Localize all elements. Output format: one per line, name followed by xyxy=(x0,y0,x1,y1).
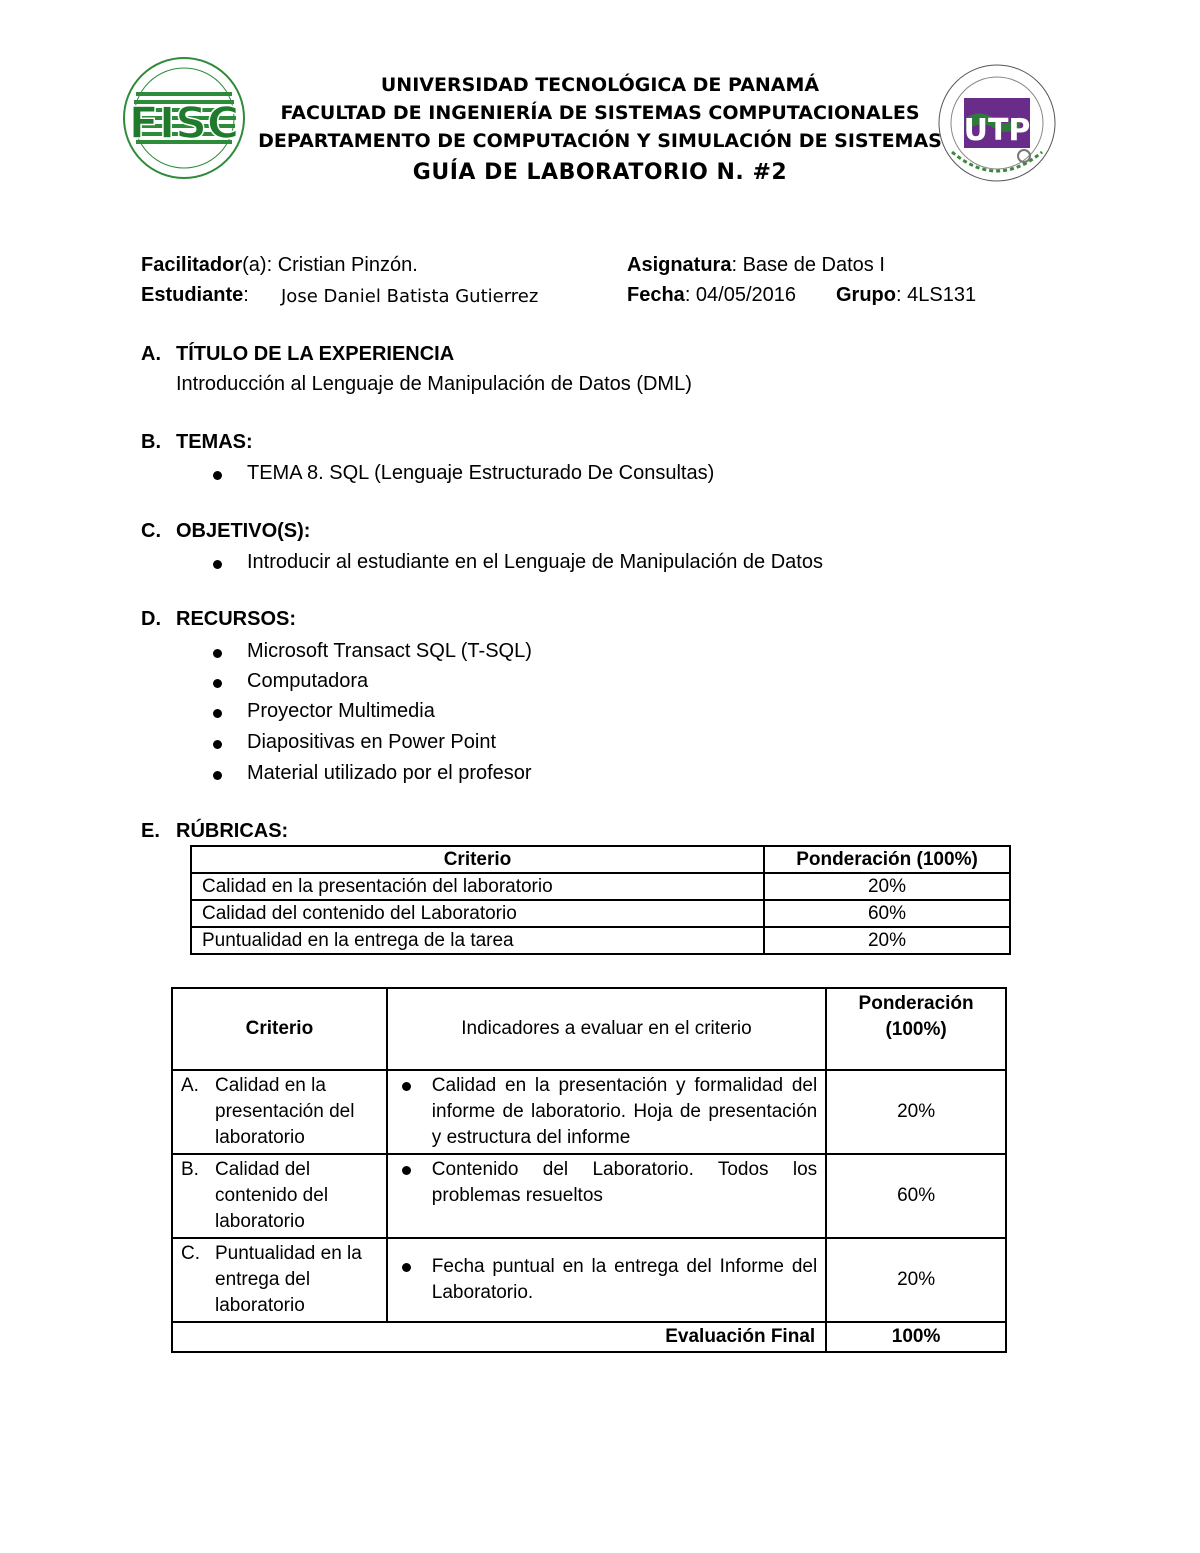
criterion-letter: B. xyxy=(181,1159,199,1180)
table-row xyxy=(191,873,1010,900)
grupo-line xyxy=(836,284,976,307)
bullet-icon xyxy=(402,1263,411,1272)
criterion-text: Calidad del contenido del laboratorio xyxy=(215,1159,329,1232)
section-e-title: RÚBRICAS: xyxy=(176,820,289,842)
rubric-summary-table xyxy=(190,845,1011,955)
table-cell xyxy=(387,1154,826,1238)
table-cell xyxy=(172,1070,387,1154)
list-item-text: Material utilizado por el profesor xyxy=(247,762,532,784)
facilitador-value: (a): Cristian Pinzón. xyxy=(242,254,418,276)
bullet-icon xyxy=(213,740,222,749)
document-title: GUÍA DE LABORATORIO N. #2 xyxy=(412,160,788,185)
table-header-cell: Ponderación (100%) xyxy=(764,846,1010,873)
estudiante-colon: : xyxy=(243,284,249,306)
bullet-icon xyxy=(213,679,222,688)
table-header-cell: Criterio xyxy=(191,846,764,873)
table-row xyxy=(172,1238,1006,1322)
indicator-text: Contenido del Laboratorio. Todos los problemas resueltos xyxy=(431,1159,818,1206)
final-evaluation-value: 100% xyxy=(826,1322,1006,1352)
table-cell xyxy=(387,1238,826,1322)
indicator-text: Calidad en la presentación y formalidad del informe de laboratorio. Hoja de presentación y estructura del informe xyxy=(431,1075,818,1148)
section-a-text: Introducción al Lenguaje de Manipulación de Datos (DML) xyxy=(176,373,692,395)
table-cell xyxy=(172,1238,387,1322)
estudiante-value: Jose Daniel Batista Gutierrez xyxy=(281,286,539,307)
section-e-heading xyxy=(141,820,288,843)
table-cell: Calidad del contenido del Laboratorio xyxy=(191,900,764,927)
section-d-title: RECURSOS: xyxy=(176,608,297,630)
table-cell xyxy=(172,1154,387,1238)
table-header-row xyxy=(172,988,1006,1070)
table-cell: 60% xyxy=(764,900,1010,927)
asignatura-line xyxy=(627,254,885,277)
fecha-value: : 04/05/2016 xyxy=(684,284,797,306)
section-c-title: OBJETIVO(S): xyxy=(176,520,311,542)
department-name: DEPARTAMENTO DE COMPUTACIÓN Y SIMULACIÓN DE SISTEMAS xyxy=(258,130,942,152)
table-row xyxy=(172,1070,1006,1154)
svg-text:FISC: FISC xyxy=(128,98,240,149)
bullet-icon xyxy=(213,709,222,718)
table-header-cell: Ponderación (100%) xyxy=(826,988,1006,1070)
section-a-title: TÍTULO DE LA EXPERIENCIA xyxy=(176,343,455,365)
final-evaluation-label: Evaluación Final xyxy=(172,1322,826,1352)
table-cell: 60% xyxy=(826,1154,1006,1238)
university-name: UNIVERSIDAD TECNOLÓGICA DE PANAMÁ xyxy=(380,74,820,96)
criterion-text: Puntualidad en la entrega del laboratorio xyxy=(215,1243,362,1316)
bullet-icon xyxy=(213,471,222,480)
table-cell: 20% xyxy=(764,927,1010,954)
section-c-letter: C. xyxy=(141,520,161,542)
table-cell: Puntualidad en la entrega de la tarea xyxy=(191,927,764,954)
table-cell: 20% xyxy=(826,1070,1006,1154)
criterion-letter: C. xyxy=(181,1243,200,1264)
table-header-cell: Indicadores a evaluar en el criterio xyxy=(387,988,826,1070)
estudiante-label: Estudiante xyxy=(141,284,244,306)
criterion-letter: A. xyxy=(181,1075,199,1096)
criterion-text: Calidad en la presentación del laboratorio xyxy=(215,1075,355,1148)
fecha-label: Fecha xyxy=(627,284,685,306)
table-footer-row xyxy=(172,1322,1006,1352)
estudiante-line xyxy=(141,284,249,307)
grupo-label: Grupo xyxy=(836,284,896,306)
indicator-text: Fecha puntual en la entrega del Informe del Laboratorio. xyxy=(431,1256,818,1303)
list-item-text: Computadora xyxy=(247,670,369,692)
list-item-text: Proyector Multimedia xyxy=(247,700,435,722)
faculty-name: FACULTAD DE INGENIERÍA DE SISTEMAS COMPUTACIONALES xyxy=(280,102,920,124)
grupo-value: : 4LS131 xyxy=(896,284,977,306)
section-c-heading xyxy=(141,520,310,543)
section-b-letter: B. xyxy=(141,431,161,453)
facilitador-line xyxy=(141,254,418,277)
asignatura-value: : Base de Datos I xyxy=(731,254,885,276)
table-row xyxy=(191,900,1010,927)
svg-text:UTP: UTP xyxy=(963,113,1031,148)
section-e-letter: E. xyxy=(141,820,160,842)
list-item-text: Microsoft Transact SQL (T-SQL) xyxy=(247,640,532,662)
bullet-icon xyxy=(213,560,222,569)
section-b-heading xyxy=(141,431,253,454)
table-header-row xyxy=(191,846,1010,873)
rubric-detail-table xyxy=(171,987,1007,1353)
table-row xyxy=(172,1154,1006,1238)
bullet-icon xyxy=(402,1082,411,1091)
table-row xyxy=(191,927,1010,954)
table-cell: Calidad en la presentación del laboratorio xyxy=(191,873,764,900)
section-d-letter: D. xyxy=(141,608,161,630)
bullet-icon xyxy=(213,771,222,780)
bullet-icon xyxy=(402,1166,411,1175)
table-cell: 20% xyxy=(826,1238,1006,1322)
table-cell: 20% xyxy=(764,873,1010,900)
list-item-text: Introducir al estudiante en el Lenguaje de Manipulación de Datos xyxy=(247,551,823,573)
list-item-text: TEMA 8. SQL (Lenguaje Estructurado De Consultas) xyxy=(247,462,715,484)
section-d-heading xyxy=(141,608,296,631)
section-a-heading xyxy=(141,343,454,366)
fecha-line xyxy=(627,284,796,307)
asignatura-label: Asignatura xyxy=(627,254,732,276)
table-cell xyxy=(387,1070,826,1154)
section-b-title: TEMAS: xyxy=(176,431,253,453)
bullet-icon xyxy=(213,649,222,658)
section-a-letter: A. xyxy=(141,343,161,365)
facilitador-label: Facilitador xyxy=(141,254,243,276)
list-item-text: Diapositivas en Power Point xyxy=(247,731,497,753)
table-header-cell: Criterio xyxy=(172,988,387,1070)
